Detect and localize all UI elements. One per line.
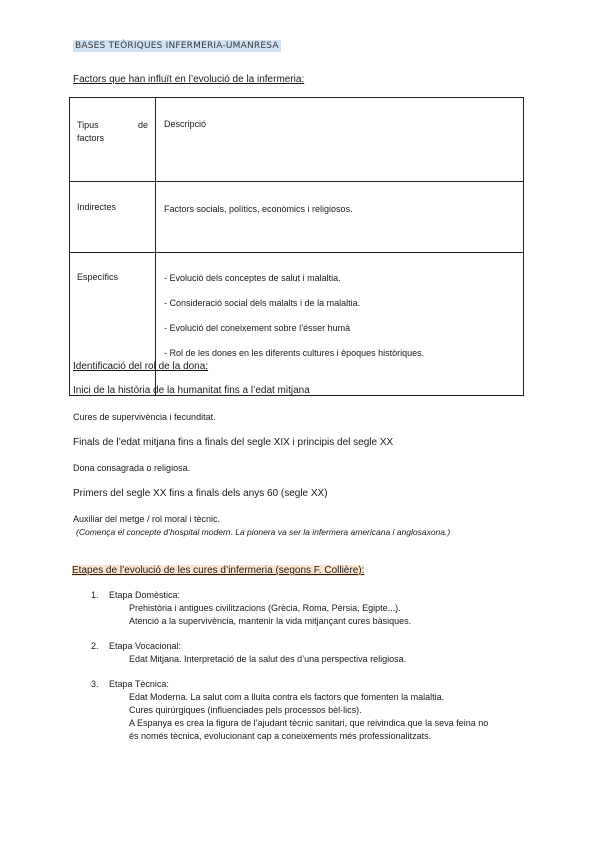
stage-line: A Espanya es crea la figura de l’ajudant tècnic sanitari, que reivindica que la seva feina no: [129, 718, 489, 728]
row-desc-specific: [156, 253, 524, 396]
row-label-indirect: Indirectes: [70, 182, 156, 253]
specific-item: - Evolució del coneixement sobre l’ésser humà: [164, 323, 351, 333]
list-item: [91, 678, 488, 743]
specific-item: - Consideració social dels malalts i de la malaltia.: [164, 298, 361, 308]
stage-line: Prehistòria i antigues civilitzacions (Grècia, Roma, Pèrsia, Egipte...).: [129, 603, 401, 613]
stage-number: 2.: [91, 641, 99, 651]
header-type-line1: Tipus de: [77, 120, 148, 130]
list-item: [91, 589, 488, 628]
role-note: (Comença el concepte d’hospital modern. La pionera va ser la infermera americana i anglosaxona.): [76, 527, 451, 537]
role-period-1: Inici de la història de la humanitat fins a l’edat mitjana: [73, 385, 310, 396]
role-desc-2: Dona consagrada o religiosa.: [73, 463, 191, 473]
table-header-row: [70, 98, 524, 182]
stage-line: Edat Moderna. La salut com a lluita contra els factors que fomenten la malaltia.: [129, 692, 445, 702]
row-desc-indirect: Factors socials, polítics, econòmics i religiosos.: [156, 182, 524, 253]
stages-heading: Etapes de l’evolució de les cures d’infermeria (segons F. Collière):: [72, 565, 365, 576]
specific-item: - Rol de les dones en les diferents cultures i èpoques històriques.: [164, 348, 425, 358]
factors-table: [69, 97, 524, 396]
stage-line: és només tècnica, evolucionant cap a coneixements més professionalitzats.: [129, 731, 432, 741]
stage-line: Edat Mitjana. Interpretació de la salut des d’una perspectiva religiosa.: [129, 654, 407, 664]
stage-number: 3.: [91, 679, 99, 689]
role-desc-3: Auxiliar del metge / rol moral i tècnic.: [73, 514, 221, 524]
factors-heading: Factors que han influït en l’evolució de la infermeria:: [73, 74, 305, 85]
table-row: [70, 182, 524, 253]
header-type-line2: factors: [77, 133, 105, 143]
row-label-specific: Específics: [70, 253, 156, 396]
stage-title: Etapa Vocacional:: [109, 641, 182, 651]
list-item: [91, 640, 488, 666]
header-cell-type: [70, 98, 156, 182]
role-desc-1: Cures de supervivència i fecunditat.: [73, 412, 216, 422]
stage-line: Cures quirúrgiques (influenciades pels processos bèl·lics).: [129, 705, 362, 715]
table-row: [70, 253, 524, 396]
role-period-2: Finals de l’edat mitjana fins a finals del segle XIX i principis del segle XX: [73, 437, 394, 448]
stage-title: Etapa Tècnica:: [109, 679, 169, 689]
role-period-3: Primers del segle XX fins a finals dels anys 60 (segle XX): [73, 488, 328, 499]
stage-number: 1.: [91, 590, 99, 600]
specific-item: - Evolució dels conceptes de salut i malaltia.: [164, 273, 341, 283]
role-heading: Identificació del rol de la dona:: [73, 361, 209, 372]
stages-list: [91, 589, 488, 755]
stage-title: Etapa Domèstica:: [109, 590, 181, 600]
header-cell-description: Descripció: [156, 98, 524, 182]
stage-line: Atenció a la supervivència, mantenir la vida mitjançant cures bàsiques.: [129, 616, 412, 626]
page-header: BASES TEÒRIQUES INFERMERIA-UMANRESA: [75, 41, 279, 51]
